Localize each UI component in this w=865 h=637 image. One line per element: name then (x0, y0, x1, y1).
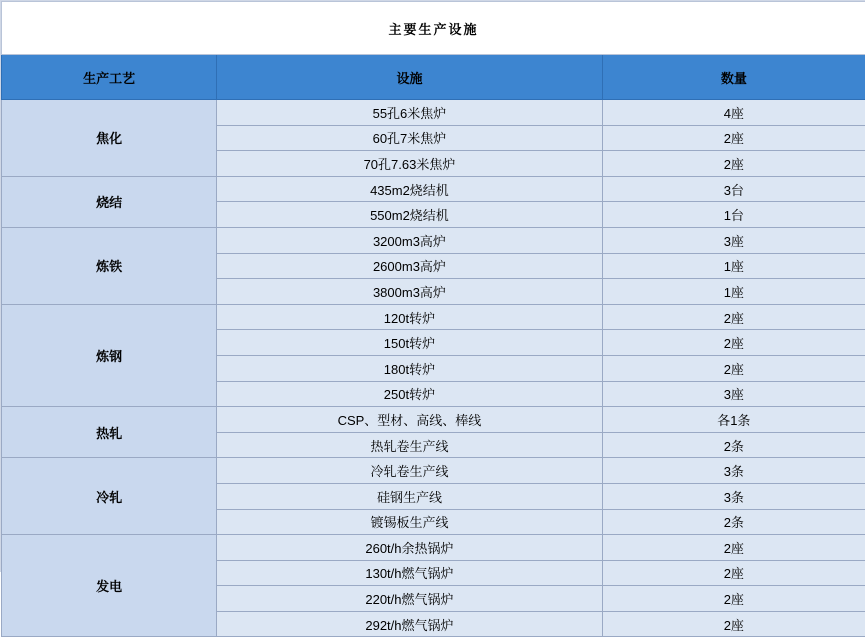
facility-cell: 220t/h燃气锅炉 (217, 586, 602, 612)
facility-cell: 冷轧卷生产线 (217, 458, 602, 484)
facility-cell: 2600m3高炉 (217, 253, 602, 279)
column-header-facility: 设施 (217, 55, 602, 100)
page-title: 主要生产设施 (2, 2, 865, 55)
table-row (2, 458, 865, 484)
process-cell: 发电 (2, 535, 217, 637)
process-cell: 热轧 (2, 407, 217, 458)
facility-cell: 70孔7.63米焦炉 (217, 151, 602, 177)
quantity-cell: 2座 (602, 560, 865, 586)
quantity-cell: 2座 (602, 304, 865, 330)
facility-cell: 3200m3高炉 (217, 227, 602, 253)
quantity-cell: 2条 (602, 432, 865, 458)
facility-cell: 250t转炉 (217, 381, 602, 407)
facility-cell: 60孔7米焦炉 (217, 125, 602, 151)
facility-cell: 150t转炉 (217, 330, 602, 356)
table-row (2, 227, 865, 253)
facility-cell: 55孔6米焦炉 (217, 100, 602, 126)
quantity-cell: 2座 (602, 535, 865, 561)
quantity-cell: 1座 (602, 279, 865, 305)
facility-cell: 435m2烧结机 (217, 176, 602, 202)
column-header-quantity: 数量 (602, 55, 865, 100)
header-row (2, 55, 865, 100)
quantity-cell: 3座 (602, 227, 865, 253)
process-cell: 烧结 (2, 176, 217, 227)
quantity-cell: 2座 (602, 355, 865, 381)
quantity-cell: 2座 (602, 611, 865, 637)
facility-cell: 镀锡板生产线 (217, 509, 602, 535)
facility-cell: 120t转炉 (217, 304, 602, 330)
table-row (2, 100, 865, 126)
quantity-cell: 3条 (602, 458, 865, 484)
quantity-cell: 3台 (602, 176, 865, 202)
quantity-cell: 4座 (602, 100, 865, 126)
process-cell: 炼钢 (2, 304, 217, 406)
quantity-cell: 2座 (602, 586, 865, 612)
facility-cell: 热轧卷生产线 (217, 432, 602, 458)
facility-cell: 硅钢生产线 (217, 483, 602, 509)
facility-cell: 292t/h燃气锅炉 (217, 611, 602, 637)
facility-cell: 260t/h余热锅炉 (217, 535, 602, 561)
quantity-cell: 2条 (602, 509, 865, 535)
quantity-cell: 1台 (602, 202, 865, 228)
quantity-cell: 3条 (602, 483, 865, 509)
process-cell: 焦化 (2, 100, 217, 177)
facility-cell: 3800m3高炉 (217, 279, 602, 305)
process-cell: 炼铁 (2, 227, 217, 304)
quantity-cell: 3座 (602, 381, 865, 407)
quantity-cell: 2座 (602, 330, 865, 356)
table-row (2, 535, 865, 561)
quantity-cell: 1座 (602, 253, 865, 279)
facility-cell: 180t转炉 (217, 355, 602, 381)
table-body (2, 2, 865, 637)
facility-cell: 550m2烧结机 (217, 202, 602, 228)
table-row (2, 176, 865, 202)
quantity-cell: 各1条 (602, 407, 865, 433)
column-header-process: 生产工艺 (2, 55, 217, 100)
facility-table (1, 1, 865, 637)
quantity-cell: 2座 (602, 125, 865, 151)
title-row (2, 2, 865, 55)
table-row (2, 304, 865, 330)
facility-cell: 130t/h燃气锅炉 (217, 560, 602, 586)
quantity-cell: 2座 (602, 151, 865, 177)
table-row (2, 407, 865, 433)
process-cell: 冷轧 (2, 458, 217, 535)
facility-cell: CSP、型材、高线、棒线 (217, 407, 602, 433)
